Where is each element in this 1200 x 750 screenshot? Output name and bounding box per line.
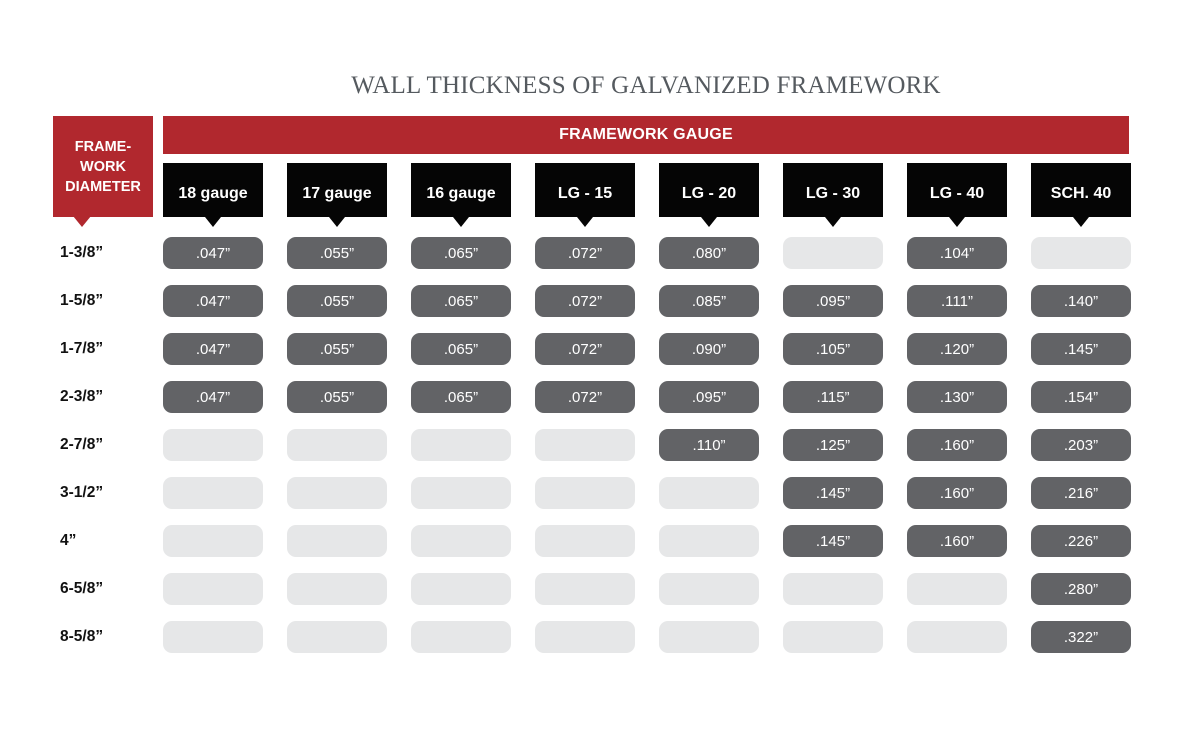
row-label-diameter: 1-5/8”: [60, 292, 104, 309]
diameter-header-pointer: [73, 216, 91, 227]
thickness-value-cell: .047”: [163, 333, 263, 365]
empty-cell: [411, 525, 511, 557]
empty-cell: [287, 525, 387, 557]
empty-cell: [783, 573, 883, 605]
empty-cell: [659, 621, 759, 653]
framework-gauge-header: FRAMEWORK GAUGE: [163, 116, 1129, 154]
row-label-diameter: 8-5/8”: [60, 628, 104, 645]
thickness-value-cell: .090”: [659, 333, 759, 365]
column-header-pointer: [453, 217, 469, 227]
thickness-value-cell: .140”: [1031, 285, 1131, 317]
row-label-diameter: 2-7/8”: [60, 436, 104, 453]
empty-cell: [287, 429, 387, 461]
thickness-value-cell: .072”: [535, 285, 635, 317]
thickness-value-cell: .055”: [287, 237, 387, 269]
column-header-pointer: [825, 217, 841, 227]
thickness-value-cell: .104”: [907, 237, 1007, 269]
column-header: LG - 30: [783, 163, 883, 217]
empty-cell: [163, 621, 263, 653]
thickness-value-cell: .216”: [1031, 477, 1131, 509]
row-label-diameter: 6-5/8”: [60, 580, 104, 597]
column-header-pointer: [329, 217, 345, 227]
empty-cell: [163, 573, 263, 605]
row-label-diameter: 1-3/8”: [60, 244, 104, 261]
thickness-value-cell: .125”: [783, 429, 883, 461]
empty-cell: [287, 621, 387, 653]
empty-cell: [907, 621, 1007, 653]
column-header: 16 gauge: [411, 163, 511, 217]
empty-cell: [535, 621, 635, 653]
thickness-value-cell: .065”: [411, 333, 511, 365]
empty-cell: [783, 621, 883, 653]
empty-cell: [535, 429, 635, 461]
empty-cell: [411, 429, 511, 461]
thickness-value-cell: .115”: [783, 381, 883, 413]
column-header-pointer: [205, 217, 221, 227]
thickness-value-cell: .095”: [659, 381, 759, 413]
column-header: 18 gauge: [163, 163, 263, 217]
thickness-value-cell: .065”: [411, 285, 511, 317]
thickness-value-cell: .145”: [1031, 333, 1131, 365]
empty-cell: [1031, 237, 1131, 269]
empty-cell: [535, 573, 635, 605]
row-label-diameter: 1-7/8”: [60, 340, 104, 357]
empty-cell: [411, 477, 511, 509]
thickness-value-cell: .072”: [535, 237, 635, 269]
thickness-value-cell: .226”: [1031, 525, 1131, 557]
thickness-value-cell: .055”: [287, 381, 387, 413]
thickness-value-cell: .072”: [535, 381, 635, 413]
empty-cell: [659, 477, 759, 509]
thickness-value-cell: .080”: [659, 237, 759, 269]
row-label-diameter: 2-3/8”: [60, 388, 104, 405]
row-label-diameter: 3-1/2”: [60, 484, 104, 501]
thickness-value-cell: .130”: [907, 381, 1007, 413]
thickness-value-cell: .280”: [1031, 573, 1131, 605]
chart-title: WALL THICKNESS OF GALVANIZED FRAMEWORK: [351, 72, 941, 99]
thickness-value-cell: .047”: [163, 237, 263, 269]
thickness-value-cell: .072”: [535, 333, 635, 365]
thickness-value-cell: .110”: [659, 429, 759, 461]
empty-cell: [535, 477, 635, 509]
column-header-pointer: [1073, 217, 1089, 227]
column-header: 17 gauge: [287, 163, 387, 217]
thickness-value-cell: .047”: [163, 285, 263, 317]
empty-cell: [163, 525, 263, 557]
thickness-value-cell: .065”: [411, 381, 511, 413]
column-header: LG - 20: [659, 163, 759, 217]
thickness-value-cell: .047”: [163, 381, 263, 413]
thickness-value-cell: .160”: [907, 477, 1007, 509]
thickness-value-cell: .120”: [907, 333, 1007, 365]
empty-cell: [411, 621, 511, 653]
thickness-value-cell: .145”: [783, 477, 883, 509]
thickness-value-cell: .111”: [907, 285, 1007, 317]
thickness-value-cell: .145”: [783, 525, 883, 557]
thickness-value-cell: .085”: [659, 285, 759, 317]
empty-cell: [287, 477, 387, 509]
thickness-value-cell: .065”: [411, 237, 511, 269]
thickness-value-cell: .105”: [783, 333, 883, 365]
empty-cell: [287, 573, 387, 605]
thickness-value-cell: .055”: [287, 333, 387, 365]
thickness-value-cell: .322”: [1031, 621, 1131, 653]
empty-cell: [411, 573, 511, 605]
empty-cell: [783, 237, 883, 269]
empty-cell: [163, 429, 263, 461]
thickness-value-cell: .095”: [783, 285, 883, 317]
framework-diameter-header: FRAME- WORK DIAMETER: [53, 116, 153, 217]
column-header-pointer: [577, 217, 593, 227]
empty-cell: [907, 573, 1007, 605]
empty-cell: [163, 477, 263, 509]
column-header: LG - 15: [535, 163, 635, 217]
empty-cell: [659, 573, 759, 605]
thickness-value-cell: .160”: [907, 525, 1007, 557]
column-header-pointer: [949, 217, 965, 227]
thickness-value-cell: .055”: [287, 285, 387, 317]
column-header: LG - 40: [907, 163, 1007, 217]
row-label-diameter: 4”: [60, 532, 77, 549]
thickness-value-cell: .154”: [1031, 381, 1131, 413]
empty-cell: [659, 525, 759, 557]
thickness-value-cell: .160”: [907, 429, 1007, 461]
thickness-value-cell: .203”: [1031, 429, 1131, 461]
column-header-pointer: [701, 217, 717, 227]
empty-cell: [535, 525, 635, 557]
column-header: SCH. 40: [1031, 163, 1131, 217]
